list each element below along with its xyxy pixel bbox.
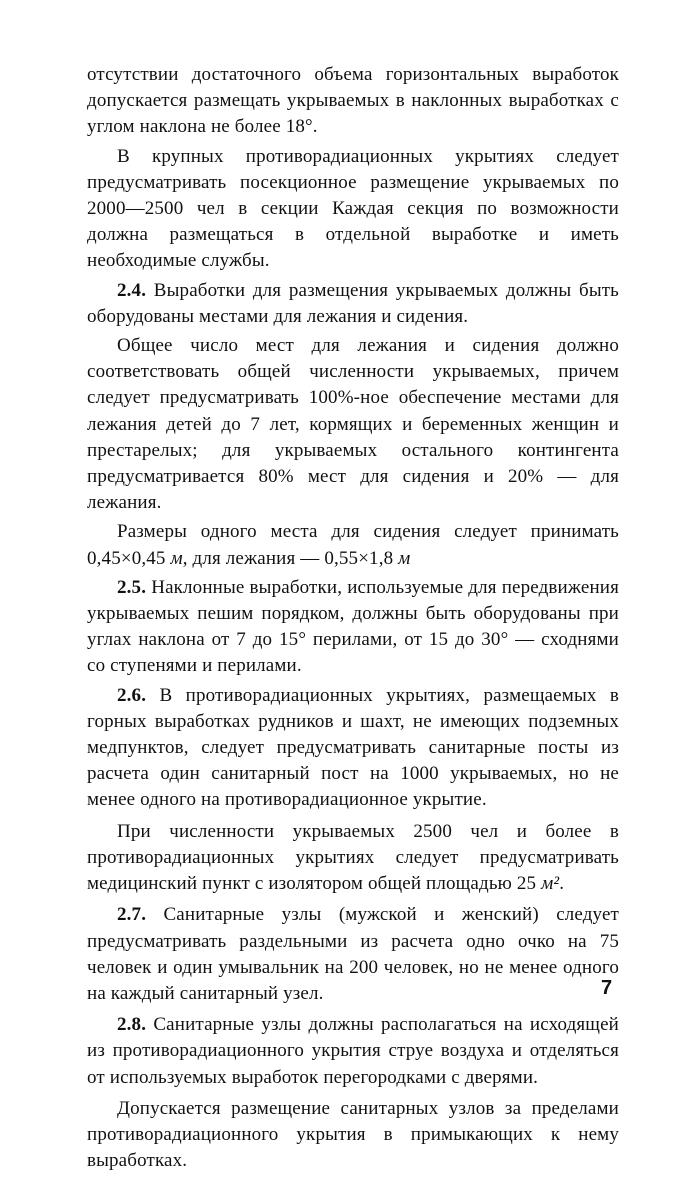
paragraph-2-7: 2.7. Санитарные узлы (мужской и женский) следует предусматривать раздельными из расчета одно очко на 75 человек и один умывальник на 200 человек, но не менее одного на каждый санитарный узел. <box>87 904 619 1004</box>
page-number: 7 <box>601 977 613 999</box>
unit-square-meter: м² <box>541 873 560 895</box>
body-text <box>87 62 619 1177</box>
paragraph-2-8: 2.8. Санитарные узлы должны располагаться на исходящей из противорадиационного укрытия струе воздуха и отделяться от используемых выработок перегородками с дверями. <box>87 1014 619 1088</box>
paragraph-places-count: Общее число мест для лежания и сидения должно соответствовать общей численности укрываемых, причем следует предусматривать 100%-ное обеспечение местами для лежания детей до 7 лет, кормящих и беременных женщин и престарелых; для укрываемых остального контингента предусматривается 80% мест для сидения и 20% — для лежания. <box>87 335 619 514</box>
paragraph-continuation: отсутствии достаточного объема горизонтальных выработок допускается размещать укрываемых в наклонных выработках с углом наклона не более 18°. <box>87 64 619 138</box>
section-number: 2.7. <box>117 904 147 926</box>
paragraph-sectioned-placement: В крупных противорадиационных укрытиях следует предусматривать посекционное размещение укрываемых по 2000—2500 чел в секции Каждая секция по возможности должна размещаться в отдельной выработке и иметь необходимые службы. <box>87 145 619 272</box>
paragraph-2-6: 2.6. В противорадиационных укрытиях, размещаемых в горных выработках рудников и шахт, не имеющих подземных медпунктов, следует предусматривать санитарные посты из расчета один санитарный пост на 1000 укрываемых, но не менее одного на противорадиационное укрытие. <box>87 684 619 811</box>
paragraph-2-5: 2.5. Наклонные выработки, используемые для передвижения укрываемых пешим порядком, должны быть оборудованы при углах наклона от 7 до 15° перилами, от 15 до 30° — сходнями со ступенями и перилами. <box>87 576 619 677</box>
section-number: 2.8. <box>117 1014 147 1036</box>
paragraph-2-4: 2.4. Выработки для размещения укрываемых должны быть оборудованы местами для лежания и сидения. <box>87 279 619 327</box>
paragraph-outside-placement: Допускается размещение санитарных узлов за пределами противорадиационного укрытия в примыкающих к нему выработках. <box>87 1097 619 1172</box>
paragraph-medical-point: При численности укрываемых 2500 чел и более в противорадиационных укрытиях следует предусматривать медицинский пункт с изолятором общей площадью 25 м². <box>87 820 619 895</box>
unit-meter: м <box>398 547 411 569</box>
section-number: 2.4. <box>117 279 147 301</box>
unit-meter: м <box>170 547 183 569</box>
section-number: 2.5. <box>117 576 147 598</box>
paragraph-place-sizes: Размеры одного места для сидения следует принимать 0,45×0,45 м, для лежания — 0,55×1,8 м <box>87 521 619 569</box>
section-number: 2.6. <box>117 684 147 706</box>
